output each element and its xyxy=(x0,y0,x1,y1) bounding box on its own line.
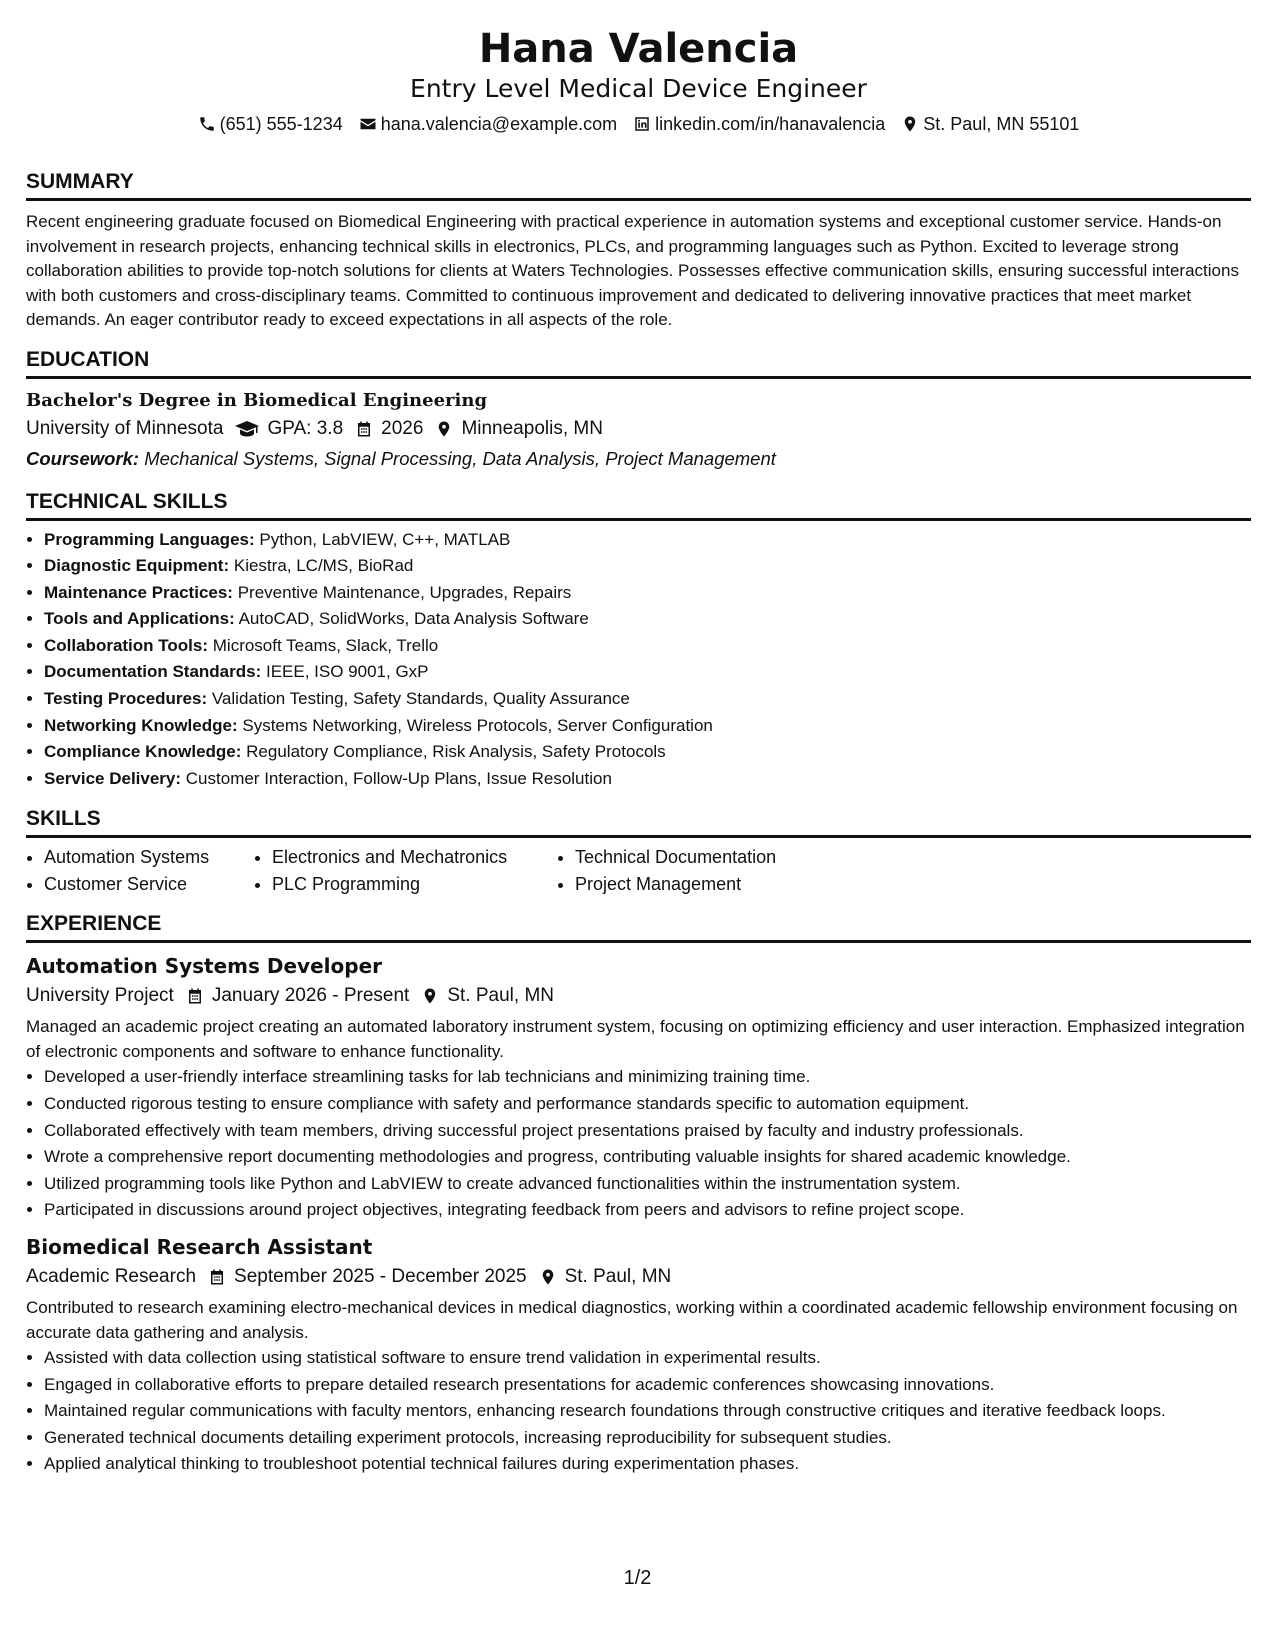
candidate-role: Entry Level Medical Device Engineer xyxy=(410,74,867,103)
skill-value: Systems Networking, Wireless Protocols, Server Configuration xyxy=(242,715,713,735)
gpa-item xyxy=(235,414,343,444)
education-section xyxy=(26,347,1251,474)
technical-skills-list xyxy=(26,527,1251,793)
coursework-text: Mechanical Systems, Signal Processing, Data Analysis, Project Management xyxy=(144,447,776,469)
job-entry xyxy=(26,951,1251,1224)
resume-page xyxy=(26,0,1251,1478)
experience-section xyxy=(26,911,1251,1478)
skills-column-1 xyxy=(26,844,244,897)
linkedin-icon xyxy=(633,115,651,133)
list-item: • Generated technical documents detailing experiment protocols, increasing reproducibility for subsequent studies. xyxy=(44,1425,1251,1452)
map-pin-icon xyxy=(539,1268,557,1286)
summary-section xyxy=(26,169,1251,333)
job-location: St. Paul, MN xyxy=(447,985,554,1007)
education-meta xyxy=(26,414,1251,444)
list-item: • Developed a user-friendly interface streamlining tasks for lab technicians and minimizing training time. xyxy=(44,1064,1251,1091)
contact-linkedin[interactable] xyxy=(633,111,885,137)
skills-section xyxy=(26,806,1251,897)
list-item xyxy=(44,580,1251,607)
list-item: • Collaborated effectively with team members, driving successful project presentations praised by faculty and industry professionals. xyxy=(44,1118,1251,1145)
list-item xyxy=(44,686,1251,713)
job-org: University Project xyxy=(26,985,174,1007)
skill-label: Networking Knowledge: xyxy=(44,715,238,735)
candidate-name: Hana Valencia xyxy=(478,26,799,72)
degree: Bachelor's Degree in Biomedical Engineering xyxy=(26,389,488,411)
skills-column-2 xyxy=(254,844,547,897)
list-item: • Customer Service xyxy=(44,871,244,898)
coursework-label: Coursework: xyxy=(26,447,140,469)
list-item xyxy=(44,553,1251,580)
contact-email[interactable] xyxy=(359,111,617,137)
technical-skills-section xyxy=(26,489,1251,793)
phone-text: (651) 555-1234 xyxy=(219,114,343,134)
list-item: • Conducted rigorous testing to ensure compliance with safety and performance standards specific to automation equipment. xyxy=(44,1091,1251,1118)
job-description: Managed an academic project creating an automated laboratory instrument system, focusing on optimizing efficiency and user interaction. Emphasized integration of electronic components and software to enhance functionality. xyxy=(26,1017,1245,1061)
list-item: • Electronics and Mechatronics xyxy=(272,844,547,871)
list-item: • PLC Programming xyxy=(272,871,547,898)
year-item xyxy=(355,414,423,444)
job-dates-item xyxy=(208,1262,527,1292)
job-title: Automation Systems Developer xyxy=(26,954,382,979)
list-item xyxy=(44,527,1251,554)
coursework xyxy=(26,444,1251,474)
skill-value: Kiestra, LC/MS, BioRad xyxy=(233,556,414,576)
job-location-item xyxy=(421,981,554,1011)
job-dates: January 2026 - Present xyxy=(211,985,410,1007)
list-item xyxy=(44,739,1251,766)
location-text: St. Paul, MN 55101 xyxy=(923,114,1080,134)
job-bullets xyxy=(26,1345,1251,1478)
linkedin-text: linkedin.com/in/hanavalencia xyxy=(655,114,886,134)
envelope-icon xyxy=(359,115,377,133)
list-item: • Utilized programming tools like Python and LabVIEW to create advanced functionalities within the instrumentation system. xyxy=(44,1171,1251,1198)
job-dates: September 2025 - December 2025 xyxy=(234,1266,527,1287)
map-pin-icon xyxy=(435,420,453,438)
list-item: • Technical Documentation xyxy=(575,844,875,871)
section-title: SKILLS xyxy=(26,806,1251,838)
school: University of Minnesota xyxy=(26,417,224,439)
list-item: • Participated in discussions around project objectives, integrating feedback from peers and advisors to refine project scope. xyxy=(44,1197,1251,1224)
edu-location-item xyxy=(435,414,603,444)
edu-location-text: Minneapolis, MN xyxy=(461,417,603,439)
gpa-text: GPA: 3.8 xyxy=(267,417,344,439)
summary-text: Recent engineering graduate focused on Biomedical Engineering with practical experience in automation systems and exceptional customer service. Hands-on involvement in research projects, enhancing technical skills in electronics, PLCs, and programming languages such as Python. Excited to leverage strong collaboration abilities to provide top-notch solutions for clients at Waters Technologies. Possesses effective communication skills, ensuring successful interactions with both customers and cross-disciplinary teams. Committed to continuous improvement and dedicated to delivering innovative practices that meet market demands. An eager contributor ready to exceed expectations in all aspects of the role. xyxy=(26,212,1239,329)
list-item xyxy=(44,633,1251,660)
list-item: • Project Management xyxy=(575,871,875,898)
skill-value: Microsoft Teams, Slack, Trello xyxy=(212,635,439,655)
skill-label: Compliance Knowledge: xyxy=(44,742,242,762)
calendar-icon xyxy=(186,987,204,1005)
skill-value: Preventive Maintenance, Upgrades, Repairs xyxy=(237,582,572,602)
page-number: 1/2 xyxy=(623,1567,652,1589)
section-title: EDUCATION xyxy=(26,347,1251,379)
skill-label: Documentation Standards: xyxy=(44,662,262,682)
job-entry xyxy=(26,1232,1251,1478)
skill-label: Tools and Applications: xyxy=(44,609,235,629)
job-location-item xyxy=(539,1262,672,1292)
skill-value: Python, LabVIEW, C++, MATLAB xyxy=(259,529,511,549)
skill-label: Testing Procedures: xyxy=(44,689,208,709)
list-item xyxy=(44,659,1251,686)
skill-value: AutoCAD, SolidWorks, Data Analysis Software xyxy=(238,609,589,629)
calendar-icon xyxy=(355,420,373,438)
skill-value: Customer Interaction, Follow-Up Plans, Issue Resolution xyxy=(185,768,612,788)
list-item xyxy=(44,766,1251,793)
job-bullets xyxy=(26,1064,1251,1224)
skill-label: Diagnostic Equipment: xyxy=(44,556,230,576)
list-item: • Applied analytical thinking to troubleshoot potential technical failures during experimentation phases. xyxy=(44,1451,1251,1478)
skills-column-3 xyxy=(557,844,875,897)
job-meta xyxy=(26,981,1251,1011)
section-title: SUMMARY xyxy=(26,169,1251,201)
graduation-cap-icon xyxy=(235,419,259,439)
skill-label: Collaboration Tools: xyxy=(44,635,209,655)
list-item: • Engaged in collaborative efforts to prepare detailed research presentations for academic conferences showcasing innovations. xyxy=(44,1372,1251,1399)
skill-label: Maintenance Practices: xyxy=(44,582,233,602)
job-location: St. Paul, MN xyxy=(564,1266,672,1287)
resume-header xyxy=(26,0,1251,137)
job-description: Contributed to research examining electro-mechanical devices in medical diagnostics, working within a coordinated academic fellowship environment focusing on accurate data gathering and analysis. xyxy=(26,1298,1238,1342)
email-text: hana.valencia@example.com xyxy=(380,114,618,134)
job-org: Academic Research xyxy=(26,1266,197,1287)
calendar-icon xyxy=(208,1268,226,1286)
skill-value: Validation Testing, Safety Standards, Quality Assurance xyxy=(211,689,630,709)
list-item: • Automation Systems xyxy=(44,844,244,871)
phone-icon xyxy=(198,115,216,133)
skills-columns xyxy=(26,844,1251,897)
contact-bar xyxy=(26,111,1251,137)
job-meta xyxy=(26,1262,1251,1292)
list-item: • Assisted with data collection using statistical software to ensure trend validation in experimental results. xyxy=(44,1345,1251,1372)
list-item: • Wrote a comprehensive report documenting methodologies and progress, contributing valuable insights for shared academic knowledge. xyxy=(44,1144,1251,1171)
section-title: TECHNICAL SKILLS xyxy=(26,489,1251,521)
contact-phone[interactable] xyxy=(198,111,343,137)
year-text: 2026 xyxy=(381,417,424,439)
skill-value: Regulatory Compliance, Risk Analysis, Safety Protocols xyxy=(246,742,666,762)
skill-value: IEEE, ISO 9001, GxP xyxy=(265,662,429,682)
job-dates-item xyxy=(186,981,410,1011)
list-item: • Maintained regular communications with faculty mentors, enhancing research foundations through constructive critiques and iterative feedback loops. xyxy=(44,1398,1251,1425)
skill-label: Programming Languages: xyxy=(44,529,255,549)
list-item xyxy=(44,606,1251,633)
list-item xyxy=(44,713,1251,740)
map-pin-icon xyxy=(901,115,919,133)
job-title: Biomedical Research Assistant xyxy=(26,1235,373,1259)
section-title: EXPERIENCE xyxy=(26,911,1251,943)
map-pin-icon xyxy=(421,987,439,1005)
skill-label: Service Delivery: xyxy=(44,768,182,788)
contact-location xyxy=(901,111,1079,137)
